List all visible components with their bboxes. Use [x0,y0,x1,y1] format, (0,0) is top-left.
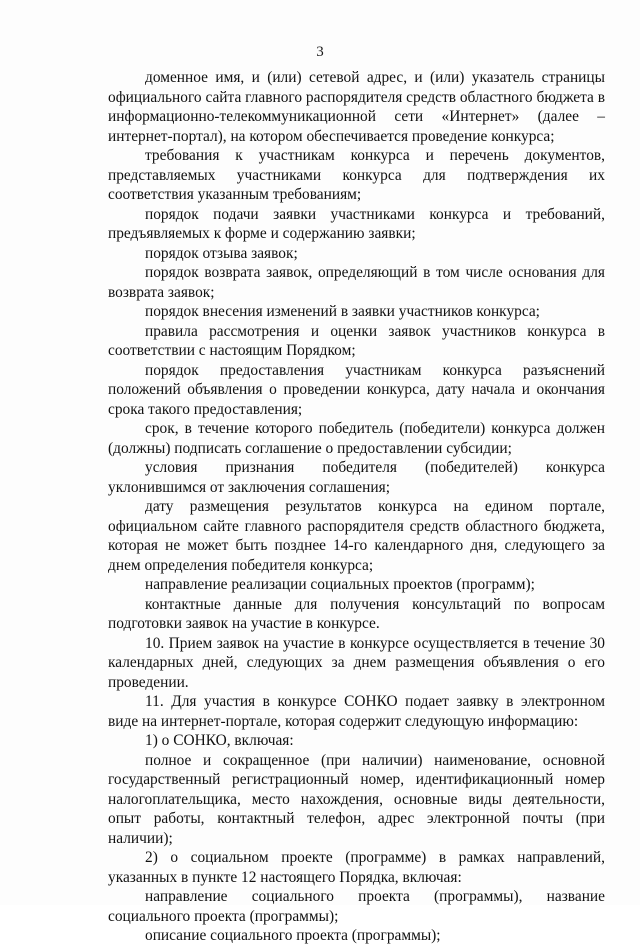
paragraph: порядок предоставления участникам конкурса разъяснений положений объявления о проведении конкурса, дату начала и окончания срока такого предоставления; [108,361,605,418]
paragraph: порядок подачи заявки участниками конкурса и требований, предъявляемых к форме и содержанию заявки; [108,205,605,242]
paragraph: порядок отзыва заявок; [145,244,298,262]
paragraph: контактные данные для получения консультаций по вопросам подготовки заявок на участие в конкурсе. [108,595,605,632]
paragraph: 11. Для участия в конкурсе СОНКО подает заявку в электронном виде на интернет-портале, которая содержит следующую информацию: [108,693,605,730]
document-body [108,68,605,946]
paragraph: порядок внесения изменений в заявки участников конкурса; [145,303,540,320]
paragraph: направление социального проекта (программы), название социального проекта (программы); [108,888,605,925]
paragraph: направление реализации социальных проектов (программ); [145,576,535,593]
paragraph: описание социального проекта (программы); [145,927,441,944]
paragraph: доменное имя, и (или) сетевой адрес, и (или) указатель страницы официального сайта главного распорядителя средств областного бюджета в информационно-телекоммуникационной сети «Интернет» (далее – интернет-портал), на котором обеспечивается проведение конкурса; [108,69,605,145]
paragraph: требования к участникам конкурса и перечень документов, представляемых участниками конкурса для подтверждения их соответствия указанным требованиям; [108,147,605,203]
page-number: 3 [316,44,324,60]
paragraph: правила рассмотрения и оценки заявок участников конкурса в соответствии с настоящим Порядком; [108,322,605,359]
paragraph: дату размещения результатов конкурса на едином портале, официальном сайте главного распорядителя средств областного бюджета, которая не может быть позднее 14-го календарного дня, следующего за днем определения победителя конкурса; [108,498,605,574]
paragraph: полное и сокращенное (при наличии) наименование, основной государственный регистрационный номер, идентификационный номер налогоплательщика, место нахождения, основные виды деятельности, опыт работы, контактный телефон, адрес электронной почты (при наличии); [108,751,605,847]
paragraph: 1) о СОНКО, включая: [145,732,294,749]
paragraph: 10. Прием заявок на участие в конкурсе осуществляется в течение 30 календарных дней, следующих за днем размещения объявления о его проведении. [108,634,605,691]
paragraph: условия признания победителя (победителей) конкурса уклонившимся от заключения соглашения; [108,459,605,496]
paragraph: порядок возврата заявок, определяющий в том числе основания для возврата заявок; [108,264,605,301]
paragraph: 2) о социальном проекте (программе) в рамках направлений, указанных в пункте 12 настоящего Порядка, включая: [108,849,605,886]
paragraph: срок, в течение которого победитель (победители) конкурса должен (должны) подписать соглашение о предоставлении субсидии; [108,420,605,457]
